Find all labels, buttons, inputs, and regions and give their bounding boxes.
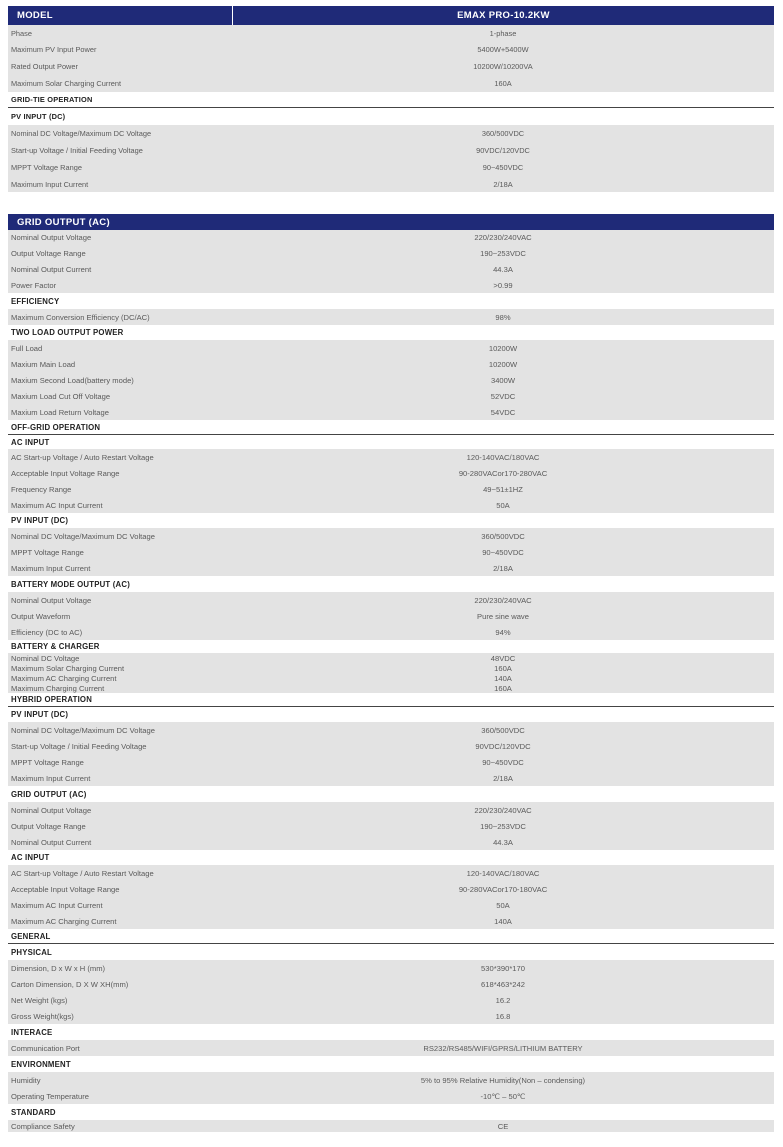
spec-value: 160A bbox=[494, 683, 512, 693]
section-heading-row bbox=[8, 929, 774, 944]
spec-value: 220/230/240VAC bbox=[474, 595, 532, 605]
spec-label: Maximum Input Current bbox=[11, 563, 91, 573]
spec-label: Maximum Charging Current bbox=[11, 683, 105, 693]
spec-row bbox=[8, 802, 774, 818]
spec-label: Maximum AC Input Current bbox=[11, 900, 103, 910]
spec-value: 120-140VAC/180VAC bbox=[466, 452, 540, 462]
spec-value: 52VDC bbox=[490, 391, 516, 401]
spec-row bbox=[8, 277, 774, 293]
section-heading-row bbox=[8, 707, 774, 722]
spec-value: 50A bbox=[496, 500, 510, 510]
spec-row bbox=[8, 544, 774, 560]
spec-label: Phase bbox=[11, 28, 32, 38]
spec-value: 44.3A bbox=[493, 264, 513, 274]
section-heading-row bbox=[8, 786, 774, 802]
spec-label: Dimension, D x W x H (mm) bbox=[11, 963, 106, 973]
spec-row bbox=[8, 738, 774, 754]
spec-value: 530*390*170 bbox=[481, 963, 525, 973]
spec-table-main bbox=[8, 214, 774, 1132]
spec-row bbox=[8, 653, 774, 663]
section-heading: PV INPUT (DC) bbox=[11, 516, 69, 525]
spec-label: Acceptable Input Voltage Range bbox=[11, 884, 120, 894]
spec-row bbox=[8, 663, 774, 673]
spec-value: Pure sine wave bbox=[477, 611, 529, 621]
spec-row bbox=[8, 449, 774, 465]
spec-label: Net Weight (kgs) bbox=[11, 995, 68, 1005]
spec-label: Start-up Voltage / Initial Feeding Voltage bbox=[11, 146, 143, 155]
spec-row bbox=[8, 465, 774, 481]
section-heading: HYBRID OPERATION bbox=[11, 695, 93, 704]
spec-row bbox=[8, 1088, 774, 1104]
spec-row bbox=[8, 1008, 774, 1024]
spec-row bbox=[8, 125, 774, 142]
spec-value: 50A bbox=[496, 900, 510, 910]
spec-label: Maximum AC Input Current bbox=[11, 500, 103, 510]
spec-label: Nominal Output Current bbox=[11, 837, 92, 847]
spec-row bbox=[8, 754, 774, 770]
spec-label: Maximum AC Charging Current bbox=[11, 673, 117, 683]
spec-row bbox=[8, 372, 774, 388]
spec-value: 10200W bbox=[488, 343, 518, 353]
spec-value: 3400W bbox=[490, 375, 516, 385]
spec-row bbox=[8, 159, 774, 176]
spec-row bbox=[8, 1072, 774, 1088]
spec-value: 90VDC/120VDC bbox=[475, 741, 531, 751]
spec-label: Power Factor bbox=[11, 280, 57, 290]
spec-value: 140A bbox=[494, 916, 512, 926]
spec-value: 220/230/240VAC bbox=[474, 233, 532, 242]
spec-value: 160A bbox=[494, 663, 512, 673]
section-heading: EFFICIENCY bbox=[11, 296, 60, 306]
spec-label: Nominal DC Voltage/Maximum DC Voltage bbox=[11, 531, 155, 541]
spec-label: Output Waveform bbox=[11, 611, 71, 621]
spec-value: 1-phase bbox=[489, 28, 517, 38]
spec-row bbox=[8, 58, 774, 75]
spec-row bbox=[8, 818, 774, 834]
section-heading-row bbox=[8, 1024, 774, 1040]
spec-value: 48VDC bbox=[490, 653, 516, 663]
spec-row bbox=[8, 624, 774, 640]
spec-label: Maximum Conversion Efficiency (DC/AC) bbox=[11, 312, 150, 322]
spec-label: Nominal DC Voltage/Maximum DC Voltage bbox=[11, 129, 152, 138]
spec-label: Maxium Main Load bbox=[11, 359, 76, 369]
spec-row bbox=[8, 683, 774, 693]
spec-label: Start-up Voltage / Initial Feeding Voltage bbox=[11, 741, 147, 751]
section-heading: PHYSICAL bbox=[11, 947, 53, 957]
spec-value: CE bbox=[497, 1121, 509, 1131]
section-heading: PV INPUT (DC) bbox=[11, 112, 66, 121]
section-heading: AC INPUT bbox=[11, 437, 50, 447]
spec-value: 190~253VDC bbox=[480, 821, 526, 831]
spec-value: 2/18A bbox=[493, 563, 513, 573]
section-heading: BATTERY & CHARGER bbox=[11, 642, 100, 651]
section-heading: INTERACE bbox=[11, 1027, 53, 1037]
spec-value: 90~450VDC bbox=[482, 757, 524, 767]
spec-value: 90-280VACor170-180VAC bbox=[458, 884, 548, 894]
spec-label: AC Start-up Voltage / Auto Restart Voltage bbox=[11, 868, 154, 878]
section-heading: AC INPUT bbox=[11, 853, 50, 862]
spec-row bbox=[8, 881, 774, 897]
spec-row bbox=[8, 722, 774, 738]
spec-label: Carton Dimension, D X W XH(mm) bbox=[11, 979, 129, 989]
section-heading-row bbox=[8, 513, 774, 528]
spec-value: 360/500VDC bbox=[481, 531, 525, 541]
section-heading: TWO LOAD OUTPUT POWER bbox=[11, 328, 124, 337]
section-heading: OFF-GRID OPERATION bbox=[11, 422, 101, 432]
spec-label: Maxium Load Return Voltage bbox=[11, 407, 109, 417]
section-heading-row bbox=[8, 944, 774, 960]
spec-value: 49~51±1HZ bbox=[483, 484, 523, 494]
section-heading-row bbox=[8, 92, 774, 108]
spec-row bbox=[8, 245, 774, 261]
spec-row bbox=[8, 992, 774, 1008]
spec-row bbox=[8, 1120, 774, 1132]
spec-row bbox=[8, 673, 774, 683]
spec-value: 16.8 bbox=[495, 1011, 511, 1021]
spec-value: 220/230/240VAC bbox=[474, 805, 532, 815]
spec-value: 360/500VDC bbox=[481, 129, 525, 138]
spec-row bbox=[8, 75, 774, 92]
spec-row bbox=[8, 142, 774, 159]
spec-row bbox=[8, 230, 774, 245]
spec-value: 5% to 95% Relative Humidity(Non – condensing) bbox=[420, 1075, 586, 1085]
spec-value: 160A bbox=[494, 79, 512, 88]
spec-value: 120-140VAC/180VAC bbox=[466, 868, 540, 878]
spec-label: MPPT Voltage Range bbox=[11, 163, 82, 172]
spec-label: Maximum Input Current bbox=[11, 179, 89, 189]
top-rows bbox=[8, 25, 774, 192]
spec-value: 54VDC bbox=[490, 407, 516, 417]
spec-row bbox=[8, 865, 774, 881]
spec-value: 90-280VACor170-280VAC bbox=[458, 468, 548, 478]
spec-value: 90~450VDC bbox=[482, 163, 524, 172]
spec-row bbox=[8, 340, 774, 356]
spec-value: 2/18A bbox=[493, 179, 513, 189]
model-label: MODEL bbox=[17, 10, 53, 21]
section-heading: ENVIRONMENT bbox=[11, 1059, 71, 1069]
spec-table-top bbox=[8, 6, 774, 192]
spec-label: Maxium Load Cut Off Voltage bbox=[11, 391, 111, 401]
spec-label: Maximum Input Current bbox=[11, 773, 91, 783]
spec-row bbox=[8, 913, 774, 929]
spec-row bbox=[8, 388, 774, 404]
spec-label: Maximum PV Input Power bbox=[11, 45, 97, 54]
spec-row bbox=[8, 497, 774, 513]
section-heading-row bbox=[8, 576, 774, 592]
spec-label: Nominal DC Voltage bbox=[11, 653, 80, 663]
spec-value: 618*463*242 bbox=[481, 979, 525, 989]
spec-value: 16.2 bbox=[495, 995, 511, 1005]
spec-value: 10200W/10200VA bbox=[473, 62, 533, 71]
spec-row bbox=[8, 41, 774, 58]
spec-row bbox=[8, 608, 774, 624]
section-heading-row bbox=[8, 850, 774, 865]
spec-label: Full Load bbox=[11, 343, 43, 353]
spec-value: RS232/RS485/WIFI/GPRS/LITHIUM BATTERY bbox=[423, 1043, 583, 1053]
model-header-row bbox=[8, 6, 774, 25]
section-heading: BATTERY MODE OUTPUT (AC) bbox=[11, 579, 131, 589]
spec-value: 5400W+5400W bbox=[477, 45, 529, 54]
spec-label: Output Voltage Range bbox=[11, 248, 86, 258]
spec-label: Nominal DC Voltage/Maximum DC Voltage bbox=[11, 725, 155, 735]
spec-label: Frequency Range bbox=[11, 484, 72, 494]
spec-row bbox=[8, 592, 774, 608]
section-heading-row bbox=[8, 420, 774, 435]
spec-row bbox=[8, 356, 774, 372]
spec-row bbox=[8, 176, 774, 192]
section-heading-row bbox=[8, 640, 774, 653]
spec-value: 44.3A bbox=[493, 837, 513, 847]
spec-row bbox=[8, 960, 774, 976]
section-heading: GRID OUTPUT (AC) bbox=[11, 789, 87, 799]
spec-row bbox=[8, 834, 774, 850]
section-heading-row bbox=[8, 693, 774, 707]
spec-value: >0.99 bbox=[493, 280, 513, 290]
spec-label: MPPT Voltage Range bbox=[11, 757, 84, 767]
spec-value: 90~450VDC bbox=[482, 547, 524, 557]
spec-label: Compliance Safety bbox=[11, 1121, 75, 1131]
spec-row bbox=[8, 560, 774, 576]
spec-label: Efficiency (DC to AC) bbox=[11, 627, 83, 637]
spec-row bbox=[8, 770, 774, 786]
spec-label: Maximum Solar Charging Current bbox=[11, 663, 125, 673]
spec-label: AC Start-up Voltage / Auto Restart Voltage bbox=[11, 452, 154, 462]
section-heading-row bbox=[8, 1056, 774, 1072]
spec-label: Humidity bbox=[11, 1075, 41, 1085]
spec-row bbox=[8, 897, 774, 913]
section-heading-row bbox=[8, 435, 774, 449]
spec-label: MPPT Voltage Range bbox=[11, 547, 84, 557]
spec-row bbox=[8, 309, 774, 325]
spec-value: 190~253VDC bbox=[480, 248, 526, 258]
spec-label: Gross Weight(kgs) bbox=[11, 1011, 74, 1021]
main-rows bbox=[8, 230, 774, 1132]
spec-value: 98% bbox=[495, 312, 511, 322]
spec-row bbox=[8, 528, 774, 544]
section-heading-row bbox=[8, 325, 774, 340]
spec-row bbox=[8, 261, 774, 277]
spec-label: Nominal Output Voltage bbox=[11, 233, 92, 242]
spec-label: Rated Output Power bbox=[11, 62, 78, 71]
section-heading: STANDARD bbox=[11, 1107, 56, 1117]
spec-row bbox=[8, 481, 774, 497]
spec-label: Nominal Output Voltage bbox=[11, 595, 92, 605]
spec-label: Maximum Solar Charging Current bbox=[11, 79, 122, 88]
spec-value: 90VDC/120VDC bbox=[476, 146, 530, 155]
spec-label: Nominal Output Voltage bbox=[11, 805, 92, 815]
spec-value: 140A bbox=[494, 673, 512, 683]
spec-value: 10200W bbox=[488, 359, 518, 369]
spec-row bbox=[8, 404, 774, 420]
spec-value: 94% bbox=[495, 627, 511, 637]
spec-row bbox=[8, 976, 774, 992]
section-heading-row bbox=[8, 1104, 774, 1120]
spec-label: Maximum AC Charging Current bbox=[11, 916, 117, 926]
grid-output-header-row bbox=[8, 214, 774, 230]
section-heading: GENERAL bbox=[11, 931, 51, 941]
spec-row bbox=[8, 25, 774, 41]
section-heading: GRID-TIE OPERATION bbox=[11, 95, 93, 104]
spec-label: Nominal Output Current bbox=[11, 264, 92, 274]
spec-label: Output Voltage Range bbox=[11, 821, 86, 831]
section-heading-row bbox=[8, 108, 774, 125]
spec-value: -10℃ – 50℃ bbox=[480, 1091, 526, 1101]
spec-label: Acceptable Input Voltage Range bbox=[11, 468, 120, 478]
spec-label: Maxium Second Load(battery mode) bbox=[11, 375, 134, 385]
spec-label: Operating Temperature bbox=[11, 1091, 89, 1101]
spec-value: 2/18A bbox=[493, 773, 513, 783]
section-heading-row bbox=[8, 293, 774, 309]
spec-value: 360/500VDC bbox=[481, 725, 525, 735]
grid-output-header: GRID OUTPUT (AC) bbox=[17, 216, 110, 228]
spec-label: Communication Port bbox=[11, 1043, 80, 1053]
model-value: EMAX PRO-10.2KW bbox=[457, 10, 550, 21]
section-heading: PV INPUT (DC) bbox=[11, 710, 69, 719]
spec-row bbox=[8, 1040, 774, 1056]
